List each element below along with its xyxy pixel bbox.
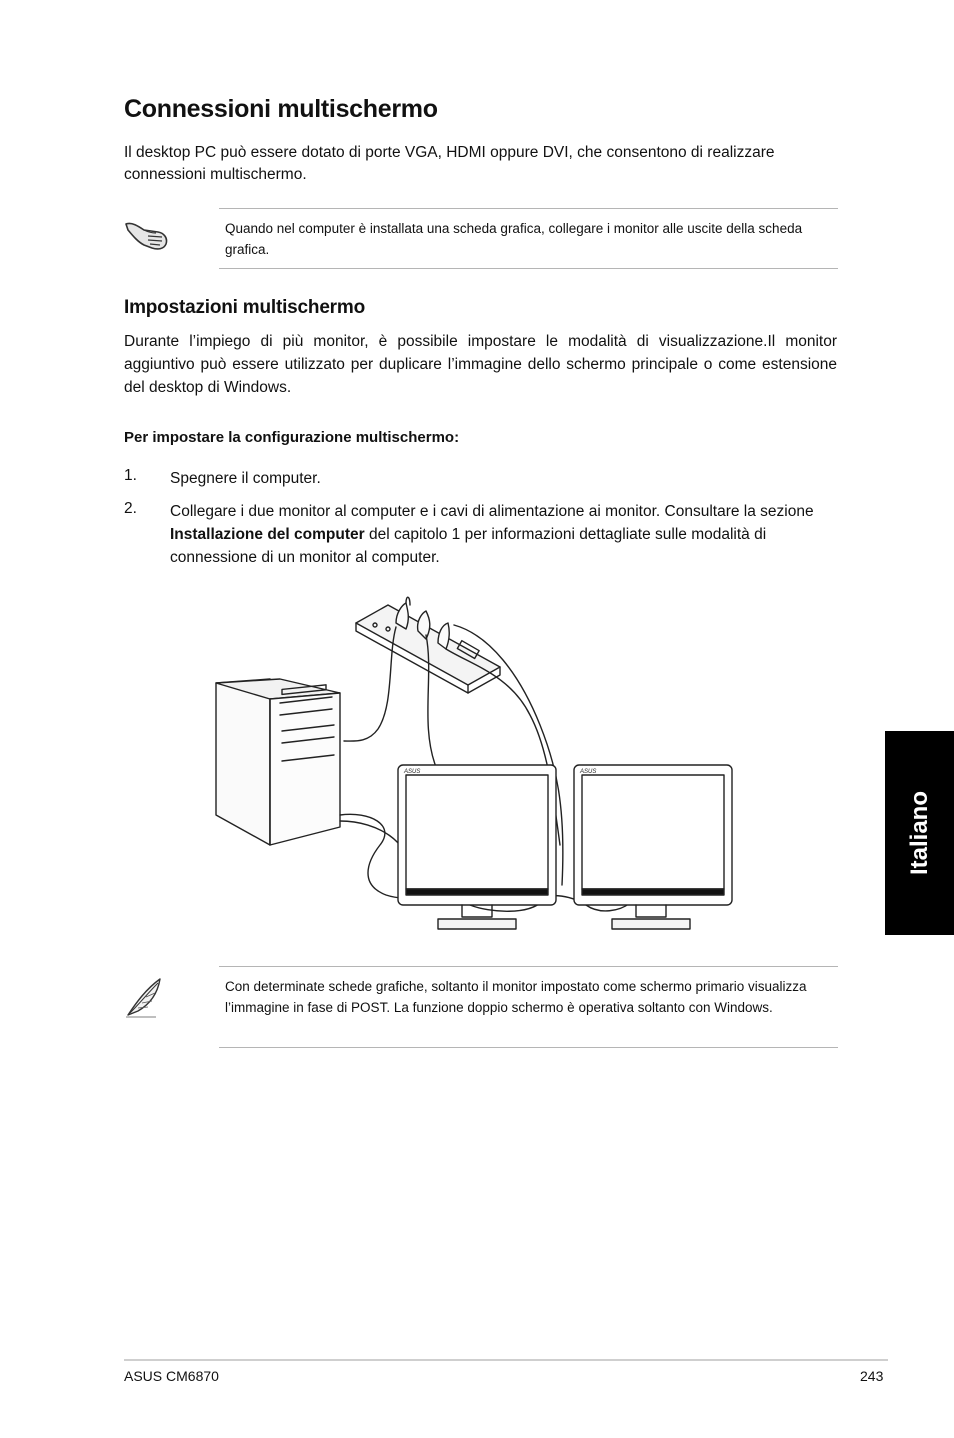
monitor-left [398,765,556,929]
footer-product-name: ASUS CM6870 [124,1368,219,1384]
note-text: Quando nel computer è installata una scheda grafica, collegare i monitor alle uscite della scheda grafica. [225,221,803,257]
pointing-hand-icon [124,218,170,254]
step-1-number: 1. [124,467,137,484]
note-box-post-display [219,966,838,1048]
step-2-text-after: del capitolo 1 per informazioni dettagliate sulle modalità di connessione di un monitor al computer. [170,526,767,566]
monitor-right [574,765,732,929]
section-paragraph: Durante l’impiego di più monitor, è possibile impostare le modalità di visualizzazione.Il monitor aggiuntivo può essere utilizzato per duplicare l’immagine dello schermo principale o come estensione del desktop di Windows. [124,333,837,396]
multi-monitor-diagram [210,595,750,940]
step-2-text-before: Collegare i due monitor al computer e i cavi di alimentazione ai monitor. Consultare la sezione [170,503,814,520]
note-text: Con determinate schede grafiche, soltanto il monitor impostato come schermo primario visualizza l’immagine in fase di POST. La funzione doppio schermo è operativa soltanto con Windows. [225,979,807,1015]
step-2-number: 2. [124,500,137,517]
step-1-text: Spegnere il computer. [170,470,321,487]
monitor-right-logo: ASUS [580,769,597,775]
language-side-tab-label: Italiano [905,790,933,876]
feather-pen-icon [122,975,164,1019]
page-title: Connessioni multischermo [124,95,438,123]
procedure-title: Per impostare la configurazione multischermo: [124,429,460,446]
section-heading: Impostazioni multischermo [124,297,365,318]
step-2-link-installazione: Installazione del computer [170,526,365,543]
intro-paragraph: Il desktop PC può essere dotato di porte VGA, HDMI oppure DVI, che consentono di realizzare connessioni multischermo. [124,144,775,183]
language-side-tab [885,731,954,935]
pc-tower [216,679,340,845]
step-2-text [170,500,838,569]
monitor-left-logo: ASUS [404,769,421,775]
note-box-graphics-card [219,208,838,269]
footer-divider [124,1359,888,1361]
footer-page-number: 243 [860,1368,884,1384]
